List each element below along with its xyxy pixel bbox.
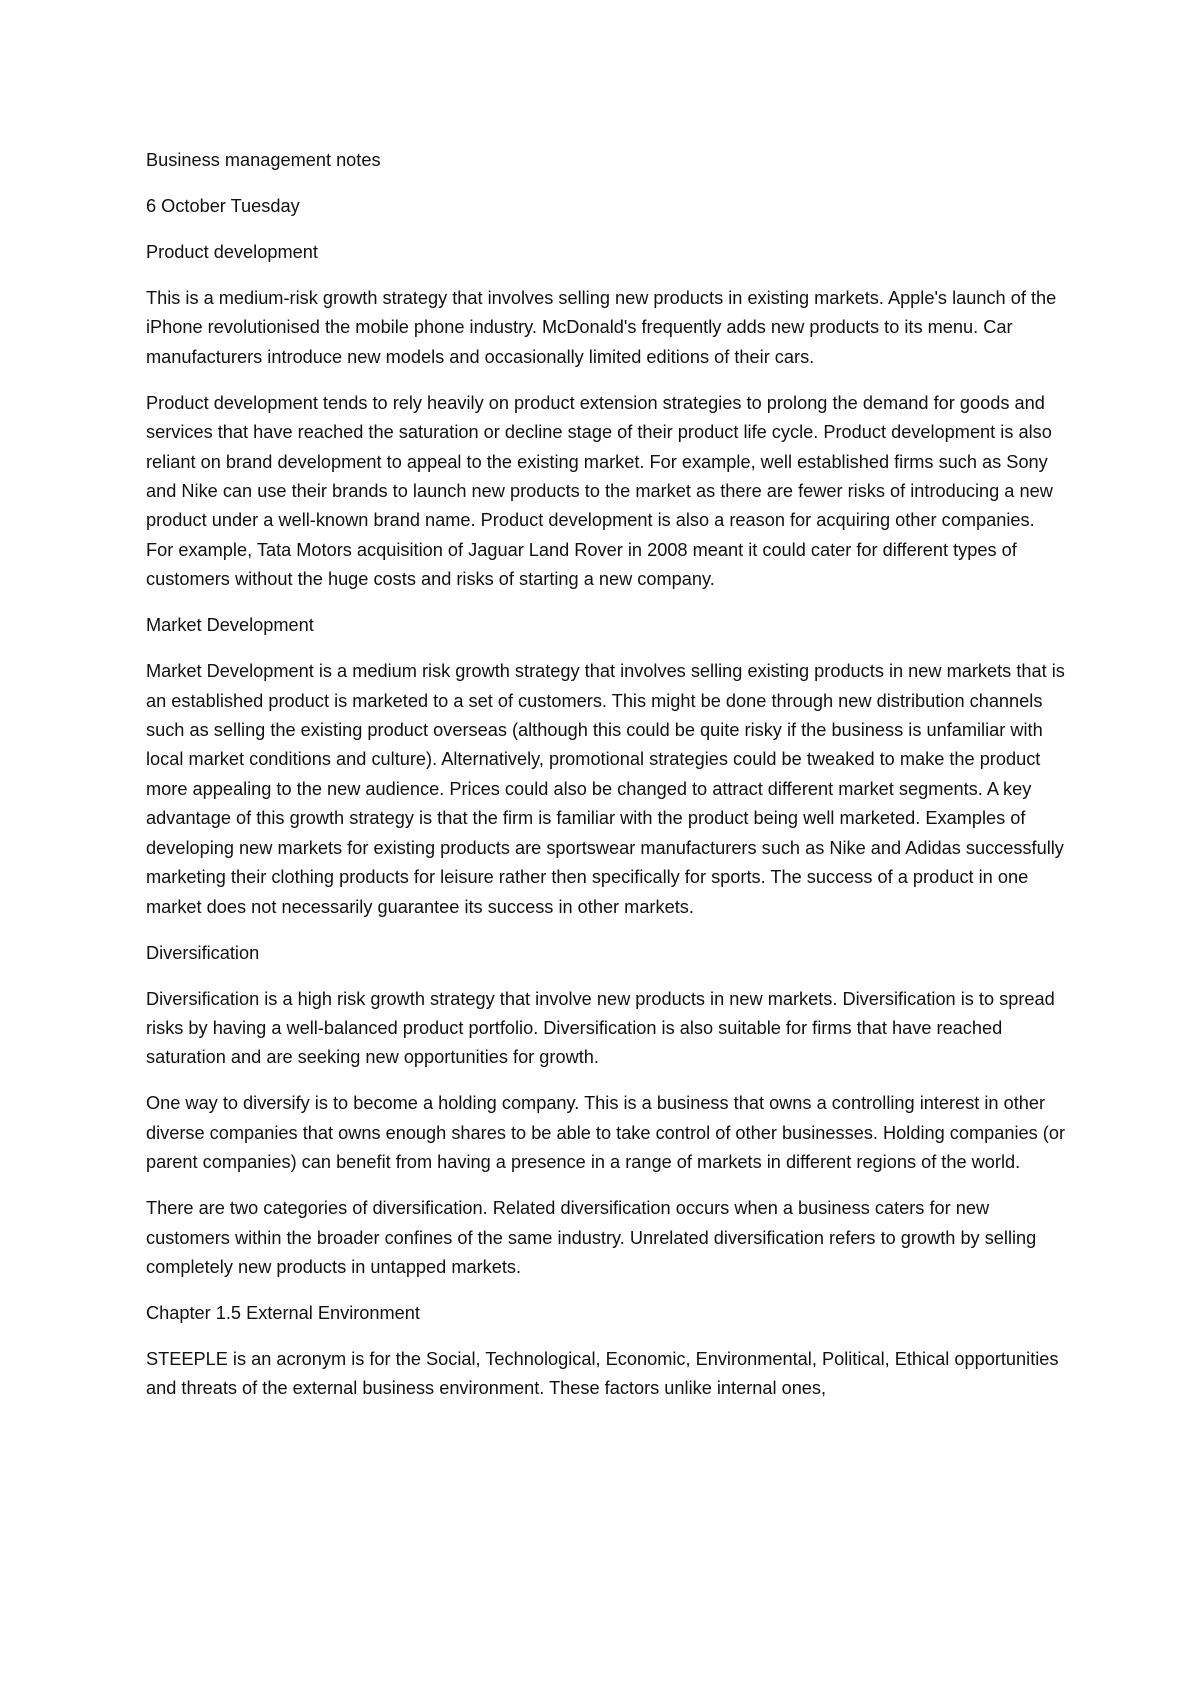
paragraph: One way to diversify is to become a holding company. This is a business that owns a controlling interest in other diverse companies that owns enough shares to be able to take control of other businesses. Holding companies (or parent companies) can benefit from having a presence in a range of markets in different regions of the world.: [146, 1093, 1066, 1173]
paragraph: This is a medium-risk growth strategy that involves selling new products in existing markets. Apple's launch of the iPhone revolutionised the mobile phone industry. McDonald's frequently adds new products to its menu. Car manufacturers introduce new models and occasionally limited editions of their cars.: [146, 288, 1057, 367]
section-heading-product-development: Product development: [146, 242, 318, 262]
section-heading-external-environment: Chapter 1.5 External Environment: [146, 1302, 420, 1323]
paragraph: Product development tends to rely heavily on product extension strategies to prolong the demand for goods and services that have reached the saturation or decline stage of their product life cycle. Product development is also reliant on brand development to appeal to the existing market. For example, well established firms such as Sony and Nike can use their brands to launch new products to the market as there are fewer risks of introducing a new product under a well-known brand name. Product development is also a reason for acquiring other companies. For example, Tata Motors acquisition of Jaguar Land Rover in 2008 meant it could cater for different types of customers without the huge costs and risks of starting a new company.: [146, 392, 1053, 590]
section-heading-market-development: Market Development: [146, 615, 314, 636]
paragraph: There are two categories of diversification. Related diversification occurs when a business caters for new customers within the broader confines of the same industry. Unrelated diversification refers to growth by selling completely new products in untapped markets.: [146, 1198, 1037, 1277]
paragraph: STEEPLE is an acronym is for the Social, Technological, Economic, Environmental, Political, Ethical opportunities and threats of the external business environment. These factors unlike internal ones,: [146, 1348, 1059, 1399]
section-heading-diversification: Diversification: [146, 942, 260, 963]
paragraph: Diversification is a high risk growth strategy that involve new products in new markets. Diversification is to spread risks by having a well-balanced product portfolio. Diversification is also suitable for firms that have reached saturation and are seeking new opportunities for growth.: [146, 988, 1055, 1068]
paragraph: Market Development is a medium risk growth strategy that involves selling existing products in new markets that is an established product is marketed to a set of customers. This might be done through new distribution channels such as selling the existing product overseas (although this could be quite risky if the business is unfamiliar with local market conditions and culture). Alternatively, promotional strategies could be tweaked to make the product more appealing to the new audience. Prices could also be changed to attract different market segments. A key advantage of this growth strategy is that the firm is familiar with the product being well marketed. Examples of developing new markets for existing products are sportswear manufacturers such as Nike and Adidas successfully marketing their clothing products for leisure rather then specifically for sports. The success of a product in one market does not necessarily guarantee its success in other markets.: [146, 661, 1065, 917]
document-body: [146, 146, 1066, 1420]
document-title: Business management notes: [146, 150, 381, 170]
document-date: 6 October Tuesday: [146, 196, 300, 216]
